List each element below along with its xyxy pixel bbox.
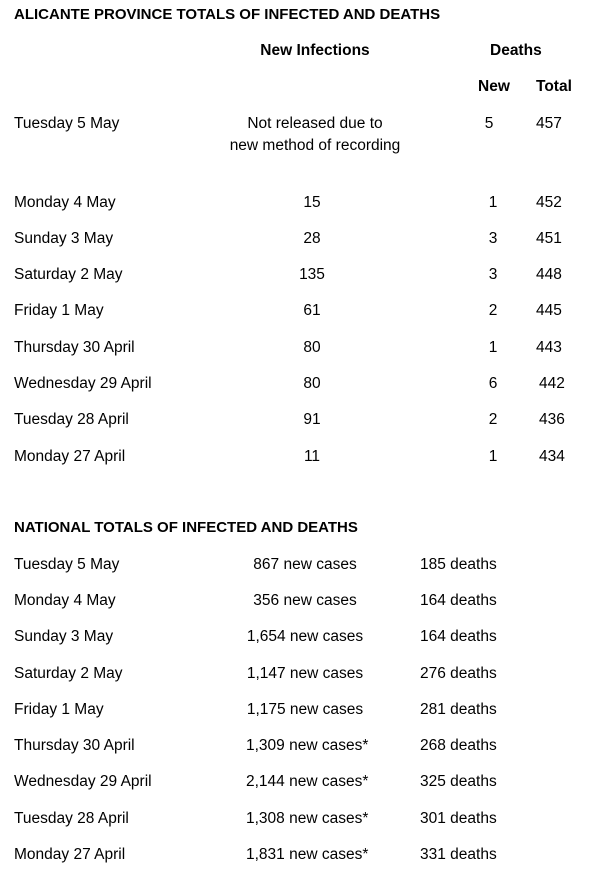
row-date: Friday 1 May: [14, 302, 104, 319]
row-infections: 11: [303, 448, 321, 465]
row-cases: 867 new cases: [253, 556, 357, 573]
row-deaths: 281 deaths: [420, 701, 497, 718]
row-date: Friday 1 May: [14, 701, 104, 718]
row-cases: 1,831 new cases*: [246, 846, 369, 863]
row-date: Saturday 2 May: [14, 665, 123, 682]
row-date: Tuesday 28 April: [14, 411, 129, 428]
row-cases: 1,309 new cases*: [246, 737, 369, 754]
row-cases: 2,144 new cases*: [246, 773, 369, 790]
row-new-deaths: 1: [488, 194, 498, 211]
row-new-deaths: 5: [484, 115, 494, 132]
row-new-deaths: 3: [488, 230, 498, 247]
row-cases: 1,654 new cases: [246, 628, 364, 645]
row-total-deaths: 442: [539, 375, 565, 392]
row-infections: 91: [303, 411, 321, 428]
row-total-deaths: 451: [536, 230, 562, 247]
row-infections: 80: [303, 375, 321, 392]
row-new-deaths: 1: [488, 448, 498, 465]
row-date: Thursday 30 April: [14, 737, 135, 754]
row-deaths: 276 deaths: [420, 665, 497, 682]
row-new-deaths: 6: [488, 375, 498, 392]
alicante-title: ALICANTE PROVINCE TOTALS OF INFECTED AND DEATHS: [14, 6, 441, 23]
row-cases: 1,308 new cases*: [246, 810, 369, 827]
row-cases: 356 new cases: [253, 592, 357, 609]
row-new-deaths: 2: [488, 411, 498, 428]
row-date: Monday 27 April: [14, 448, 126, 465]
row-deaths: 164 deaths: [420, 592, 497, 609]
row-date: Monday 27 April: [14, 846, 126, 863]
row-date: Saturday 2 May: [14, 266, 123, 283]
header-deaths: Deaths: [490, 42, 542, 59]
row-deaths: 164 deaths: [420, 628, 497, 645]
row-new-deaths: 3: [488, 266, 498, 283]
row-date: Tuesday 5 May: [14, 115, 120, 132]
row-date: Sunday 3 May: [14, 230, 114, 247]
row-total-deaths: 452: [536, 194, 562, 211]
row-deaths: 331 deaths: [420, 846, 497, 863]
row-deaths: 301 deaths: [420, 810, 497, 827]
row-infections: 80: [303, 339, 321, 356]
row-infections: 61: [303, 302, 321, 319]
row-total-deaths: 457: [536, 115, 562, 132]
header-total: Total: [536, 78, 572, 95]
row-deaths: 185 deaths: [420, 556, 497, 573]
row-new-deaths: 2: [488, 302, 498, 319]
row-deaths: 268 deaths: [420, 737, 497, 754]
row-date: Monday 4 May: [14, 194, 116, 211]
row-deaths: 325 deaths: [420, 773, 497, 790]
row-date: Tuesday 28 April: [14, 810, 129, 827]
row-total-deaths: 434: [539, 448, 565, 465]
row-date: Sunday 3 May: [14, 628, 114, 645]
row-total-deaths: 445: [536, 302, 562, 319]
row-date: Monday 4 May: [14, 592, 116, 609]
row-infections-line2: new method of recording: [229, 137, 401, 154]
row-infections: 135: [299, 266, 325, 283]
national-title: NATIONAL TOTALS OF INFECTED AND DEATHS: [14, 519, 358, 536]
row-total-deaths: 448: [536, 266, 562, 283]
header-new: New: [478, 78, 510, 95]
row-total-deaths: 436: [539, 411, 565, 428]
row-new-deaths: 1: [488, 339, 498, 356]
row-infections: 28: [303, 230, 321, 247]
row-date: Tuesday 5 May: [14, 556, 120, 573]
row-infections: 15: [303, 194, 321, 211]
header-new-infections: New Infections: [260, 42, 370, 59]
row-infections: Not released due to: [247, 115, 383, 132]
row-cases: 1,175 new cases: [246, 701, 364, 718]
row-date: Wednesday 29 April: [14, 375, 152, 392]
row-cases: 1,147 new cases: [246, 665, 364, 682]
row-total-deaths: 443: [536, 339, 562, 356]
row-date: Thursday 30 April: [14, 339, 135, 356]
row-date: Wednesday 29 April: [14, 773, 152, 790]
